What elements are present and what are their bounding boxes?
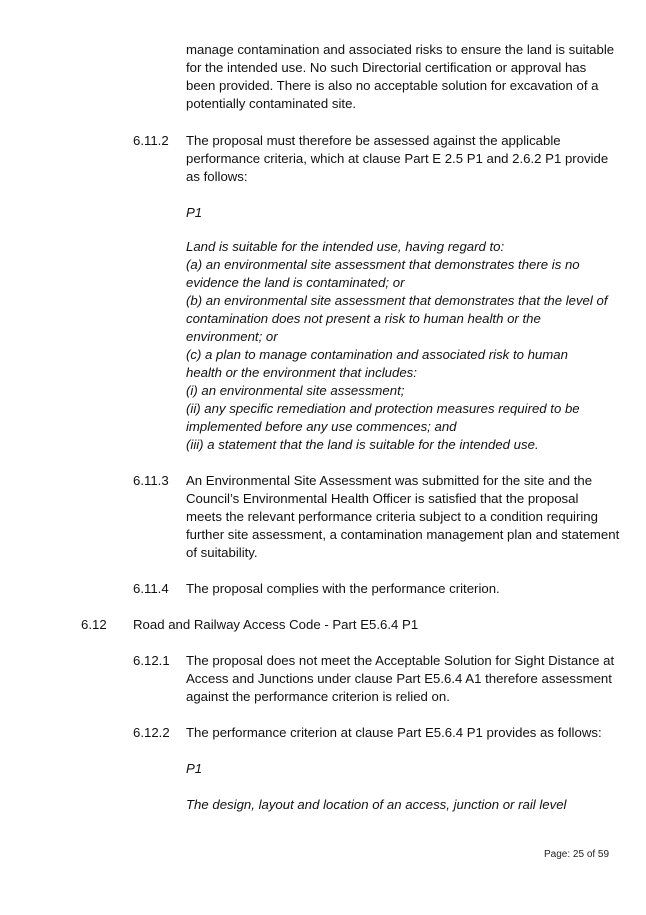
paragraph-6-12-1 <box>186 652 615 706</box>
paragraph-line: The performance criterion at clause Part E5.6.4 P1 provides as follows: <box>186 725 602 740</box>
paragraph-line: as follows: <box>186 169 248 184</box>
paragraph-6-12-2 <box>186 724 606 742</box>
paragraph-line: The proposal complies with the performance criterion. <box>186 581 500 596</box>
quote-label-text: P1 <box>186 761 203 776</box>
quote-line: (i) an environmental site assessment; <box>186 383 405 398</box>
paragraph-line: An Environmental Site Assessment was submitted for the site and the <box>186 473 593 488</box>
paragraph-line: performance criteria, which at clause Part E 2.5 P1 and 2.6.2 P1 provide <box>186 151 609 166</box>
quote-line: (c) a plan to manage contamination and associated risk to human <box>186 347 568 362</box>
quote-line: (ii) any specific remediation and protection measures required to be <box>186 401 580 416</box>
paragraph-line: The proposal does not meet the Acceptable Solution for Sight Distance at <box>186 653 615 668</box>
paragraph-6-11-4 <box>186 580 606 598</box>
section-number: 6.12 <box>81 617 107 632</box>
paragraph-number: 6.12.1 <box>133 653 170 668</box>
page-number: Page: 25 of 59 <box>544 849 610 860</box>
paragraph-line: The proposal must therefore be assessed against the applicable <box>186 133 561 148</box>
quote-line: The design, layout and location of an access, junction or rail level <box>186 797 567 812</box>
section-title: Road and Railway Access Code - Part E5.6.4 P1 <box>133 617 419 632</box>
paragraph-number: 6.12.2 <box>133 725 170 740</box>
quote-line: (a) an environmental site assessment that demonstrates there is no <box>186 257 580 272</box>
paragraph-number: 6.11.2 <box>133 133 169 148</box>
quote-label <box>186 760 606 778</box>
quote-label <box>186 204 606 222</box>
quote-line: (iii) a statement that the land is suitable for the intended use. <box>186 437 539 452</box>
quote-line: environment; or <box>186 329 278 344</box>
paragraph-line: manage contamination and associated risks to ensure the land is suitable <box>186 42 615 57</box>
paragraph-line: of suitability. <box>186 545 258 560</box>
quote-line: health or the environment that includes: <box>186 365 417 380</box>
paragraph-line: for the intended use. No such Directorial certification or approval has <box>186 60 587 75</box>
paragraph-line: Access and Junctions under clause Part E5.6.4 A1 therefore assessment <box>186 671 612 686</box>
paragraph-line: meets the relevant performance criteria subject to a condition requiring <box>186 509 598 524</box>
quote-line: implemented before any use commences; and <box>186 419 457 434</box>
paragraph-number: 6.11.4 <box>133 581 169 596</box>
quote-line: Land is suitable for the intended use, having regard to: <box>186 239 505 254</box>
paragraph-6-11-3 <box>186 472 620 562</box>
quote-block <box>186 796 606 814</box>
quote-line: contamination does not present a risk to human health or the <box>186 311 541 326</box>
paragraph-line: potentially contaminated site. <box>186 96 357 111</box>
paragraph-6-11-2 <box>186 132 609 186</box>
paragraph-number: 6.11.3 <box>133 473 169 488</box>
quote-line: (b) an environmental site assessment that demonstrates that the level of <box>186 293 608 308</box>
paragraph-line: Council’s Environmental Health Officer is satisfied that the proposal <box>186 491 579 506</box>
quote-block <box>186 238 606 454</box>
paragraph-line: against the performance criterion is relied on. <box>186 689 450 704</box>
intro-paragraph <box>186 41 615 113</box>
paragraph-line: further site assessment, a contamination management plan and statement <box>186 527 620 542</box>
quote-label-text: P1 <box>186 205 203 220</box>
quote-line: evidence the land is contaminated; or <box>186 275 405 290</box>
paragraph-line: been provided. There is also no acceptable solution for excavation of a <box>186 78 599 93</box>
